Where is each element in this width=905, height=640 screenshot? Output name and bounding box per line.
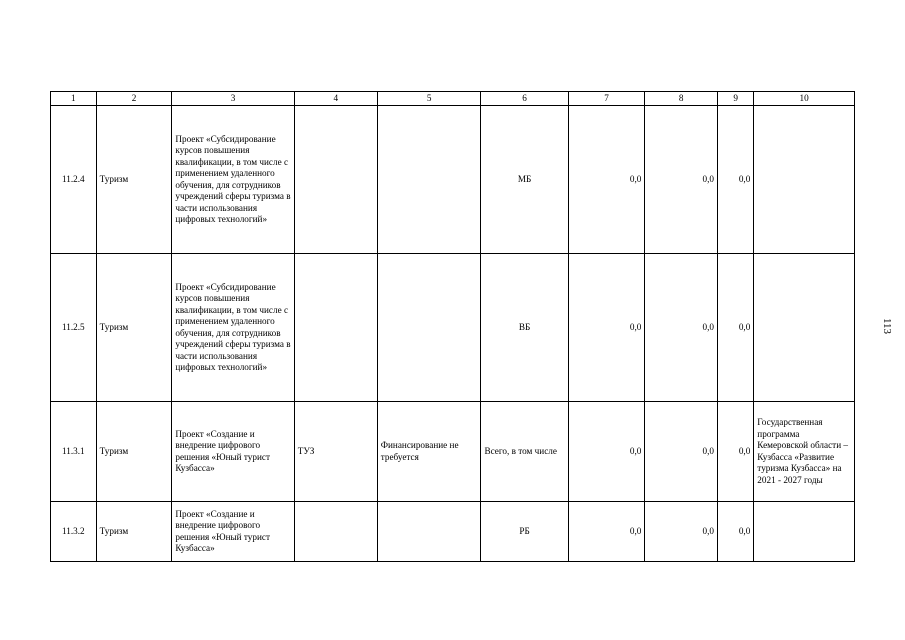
program-cell xyxy=(754,106,855,254)
table-row xyxy=(51,402,855,502)
project-cell: Проект «Создание и внедрение цифрового решения «Юный турист Кузбасса» xyxy=(172,502,294,562)
column-header: 9 xyxy=(718,92,754,106)
project-cell: Проект «Субсидирование курсов повышения квалификации, в том числе с применением удаленного обучения, для сотрудников учреждений сферы туризма в части использования цифровых технологий» xyxy=(172,254,294,402)
value-cell: 0,0 xyxy=(645,402,718,502)
table-row xyxy=(51,254,855,402)
column-header: 8 xyxy=(645,92,718,106)
column-header: 3 xyxy=(172,92,294,106)
row-number: 11.3.2 xyxy=(51,502,97,562)
budget-source-cell: Всего, в том числе xyxy=(481,402,568,502)
executor-cell: ТУЗ xyxy=(294,402,377,502)
column-header: 7 xyxy=(568,92,645,106)
funding-note-cell: Финансирование не требуется xyxy=(377,402,481,502)
value-cell: 0,0 xyxy=(718,402,754,502)
value-cell: 0,0 xyxy=(645,106,718,254)
project-cell: Проект «Создание и внедрение цифрового решения «Юный турист Кузбасса» xyxy=(172,402,294,502)
sector-cell: Туризм xyxy=(96,402,172,502)
executor-cell xyxy=(294,106,377,254)
table-header-row xyxy=(51,92,855,106)
value-cell: 0,0 xyxy=(718,254,754,402)
column-header: 6 xyxy=(481,92,568,106)
column-header: 2 xyxy=(96,92,172,106)
sector-cell: Туризм xyxy=(96,106,172,254)
column-header: 4 xyxy=(294,92,377,106)
column-header: 5 xyxy=(377,92,481,106)
program-cell: Государственная программа Кемеровской области – Кузбасса «Развитие туризма Кузбасса» на 2021 - 2027 годы xyxy=(754,402,855,502)
row-number: 11.3.1 xyxy=(51,402,97,502)
funding-note-cell xyxy=(377,502,481,562)
value-cell: 0,0 xyxy=(645,254,718,402)
budget-source-cell: РБ xyxy=(481,502,568,562)
budget-table xyxy=(50,91,855,562)
table-row xyxy=(51,106,855,254)
value-cell: 0,0 xyxy=(568,502,645,562)
value-cell: 0,0 xyxy=(568,402,645,502)
executor-cell xyxy=(294,502,377,562)
funding-note-cell xyxy=(377,106,481,254)
budget-source-cell: ВБ xyxy=(481,254,568,402)
value-cell: 0,0 xyxy=(718,106,754,254)
program-cell xyxy=(754,254,855,402)
project-cell: Проект «Субсидирование курсов повышения квалификации, в том числе с применением удаленного обучения, для сотрудников учреждений сферы туризма в части использования цифровых технологий» xyxy=(172,106,294,254)
program-cell xyxy=(754,502,855,562)
value-cell: 0,0 xyxy=(568,106,645,254)
sector-cell: Туризм xyxy=(96,502,172,562)
value-cell: 0,0 xyxy=(568,254,645,402)
column-header: 10 xyxy=(754,92,855,106)
column-header: 1 xyxy=(51,92,97,106)
page-number: 113 xyxy=(881,317,893,335)
executor-cell xyxy=(294,254,377,402)
row-number: 11.2.5 xyxy=(51,254,97,402)
row-number: 11.2.4 xyxy=(51,106,97,254)
table-row xyxy=(51,502,855,562)
sector-cell: Туризм xyxy=(96,254,172,402)
funding-note-cell xyxy=(377,254,481,402)
budget-source-cell: МБ xyxy=(481,106,568,254)
value-cell: 0,0 xyxy=(718,502,754,562)
value-cell: 0,0 xyxy=(645,502,718,562)
